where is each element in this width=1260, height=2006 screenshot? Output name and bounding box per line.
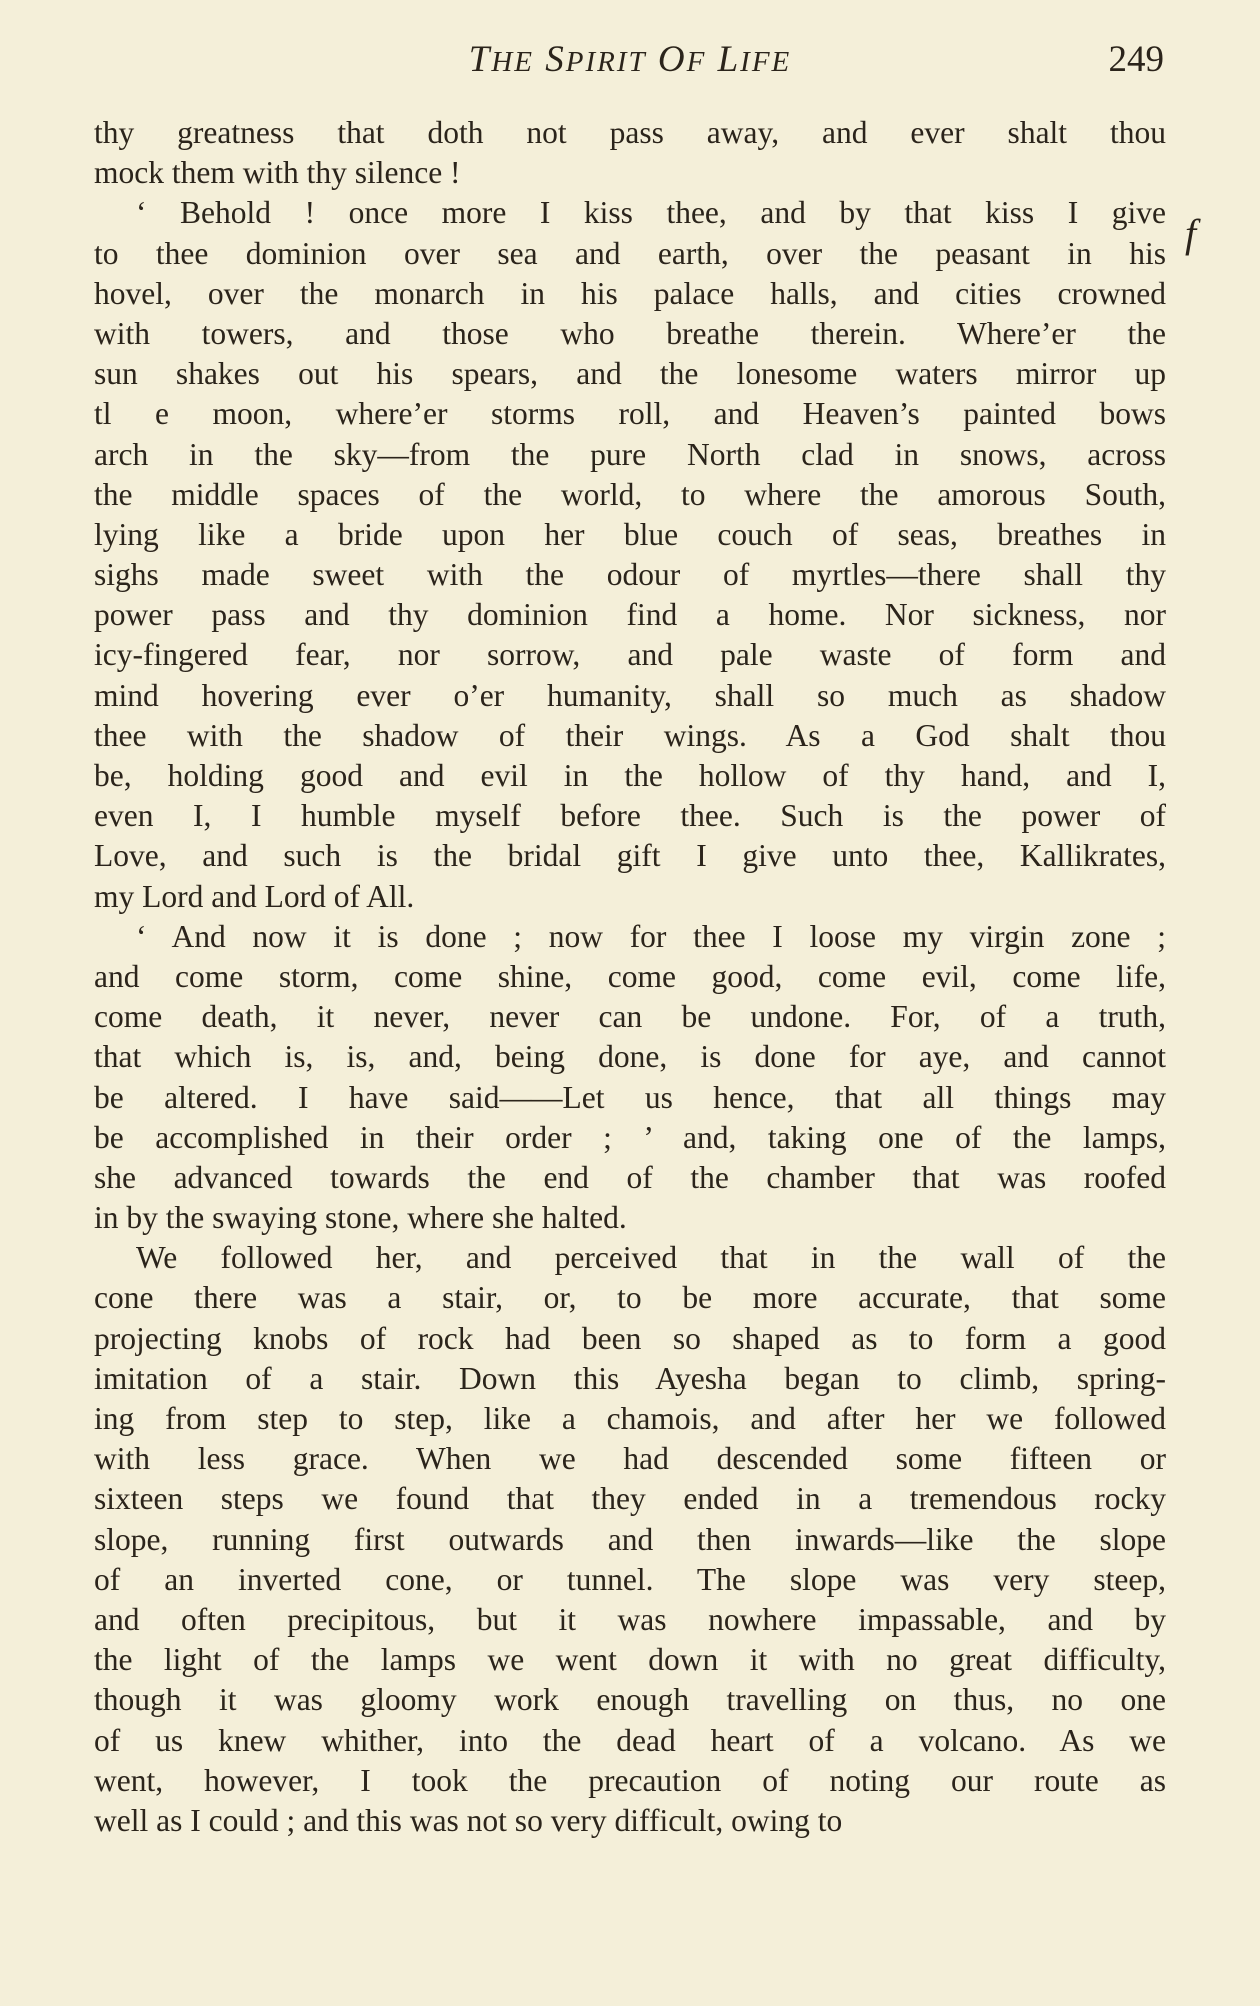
text-line: ‘ And now it is done ; now for thee I loose my virgin zone ; (136, 918, 1166, 954)
text-line: ing from step to step, like a chamois, and after her we followed (94, 1401, 1166, 1436)
text-line: power pass and thy dominion find a home. Nor sickness, nor (94, 597, 1166, 633)
text-line: the light of the lamps we went down it with no great difficulty, (94, 1642, 1166, 1678)
paragraph (94, 917, 1166, 1239)
text-line: and come storm, come shine, come good, come evil, come life, (94, 958, 1166, 994)
text-line: that which is, is, and, being done, is done for aye, and cannot (94, 1039, 1166, 1075)
text-line: with towers, and those who breathe therein. Where’er the (94, 315, 1166, 351)
text-line: and often precipitous, but it was nowhere impassable, and by (94, 1601, 1166, 1637)
text-line: thy greatness that doth not pass away, and ever shalt thou (94, 115, 1166, 150)
text-line: with less grace. When we had descended some fifteen or (94, 1441, 1166, 1477)
body-text (94, 113, 1166, 1841)
page-number: 249 (1108, 39, 1164, 80)
text-line: imitation of a stair. Down this Ayesha began to climb, spring- (94, 1360, 1166, 1396)
text-line: well as I could ; and this was not so very difficult, owing to (94, 1802, 843, 1838)
paragraph (94, 193, 1166, 916)
text-line: of us knew whither, into the dead heart of a volcano. As we (94, 1722, 1166, 1758)
margin-mark: f (1185, 211, 1197, 256)
text-line: sixteen steps we found that they ended in a tremendous rocky (94, 1481, 1166, 1517)
paragraph (94, 1238, 1166, 1841)
text-line: the middle spaces of the world, to where the amorous South, (94, 476, 1166, 512)
running-title: THE SPIRIT OF LIFE (468, 39, 792, 80)
text-line: tl e moon, where’er storms roll, and Heaven’s painted bows (94, 396, 1166, 432)
text-line: arch in the sky—from the pure North clad in snows, across (94, 436, 1166, 472)
text-line: be, holding good and evil in the hollow of thy hand, and I, (94, 758, 1166, 793)
page-header (96, 38, 1164, 98)
text-line: though it was gloomy work enough travelling on thus, no one (94, 1682, 1166, 1718)
text-line: mind hovering ever o’er humanity, shall so much as shadow (94, 677, 1166, 713)
text-line: my Lord and Lord of All. (94, 878, 415, 914)
text-line: be accomplished in their order ; ’ and, taking one of the lamps, (94, 1119, 1166, 1155)
text-line: in by the swaying stone, where she halted. (94, 1200, 627, 1236)
text-line: sun shakes out his spears, and the lonesome waters mirror up (94, 356, 1166, 392)
text-line: thee with the shadow of their wings. As a God shalt thou (94, 717, 1166, 753)
text-line: she advanced towards the end of the chamber that was roofed (94, 1159, 1166, 1195)
text-line: lying like a bride upon her blue couch of seas, breathes in (94, 516, 1166, 552)
text-line: hovel, over the monarch in his palace halls, and cities crowned (94, 275, 1166, 311)
paragraph (94, 113, 1166, 193)
text-line: went, however, I took the precaution of noting our route as (94, 1762, 1166, 1798)
text-line: mock them with thy silence ! (94, 155, 461, 191)
text-line: sighs made sweet with the odour of myrtles—there shall thy (94, 557, 1166, 593)
text-line: of an inverted cone, or tunnel. The slope was very steep, (94, 1561, 1166, 1597)
text-line: come death, it never, never can be undone. For, of a truth, (94, 999, 1166, 1035)
text-line: slope, running first outwards and then inwards—like the slope (94, 1521, 1166, 1557)
text-line: projecting knobs of rock had been so shaped as to form a good (94, 1320, 1166, 1356)
text-line: We followed her, and perceived that in the wall of the (136, 1240, 1166, 1276)
text-line: Love, and such is the bridal gift I give unto thee, Kallikrates, (94, 838, 1166, 874)
text-line: be altered. I have said——Let us hence, that all things may (94, 1079, 1166, 1115)
text-line: ‘ Behold ! once more I kiss thee, and by that kiss I give (136, 195, 1166, 231)
text-line: icy-fingered fear, nor sorrow, and pale waste of form and (94, 637, 1166, 673)
text-line: cone there was a stair, or, to be more accurate, that some (94, 1280, 1166, 1316)
text-line: even I, I humble myself before thee. Such is the power of (94, 798, 1166, 834)
text-line: to thee dominion over sea and earth, over the peasant in his (94, 235, 1166, 271)
